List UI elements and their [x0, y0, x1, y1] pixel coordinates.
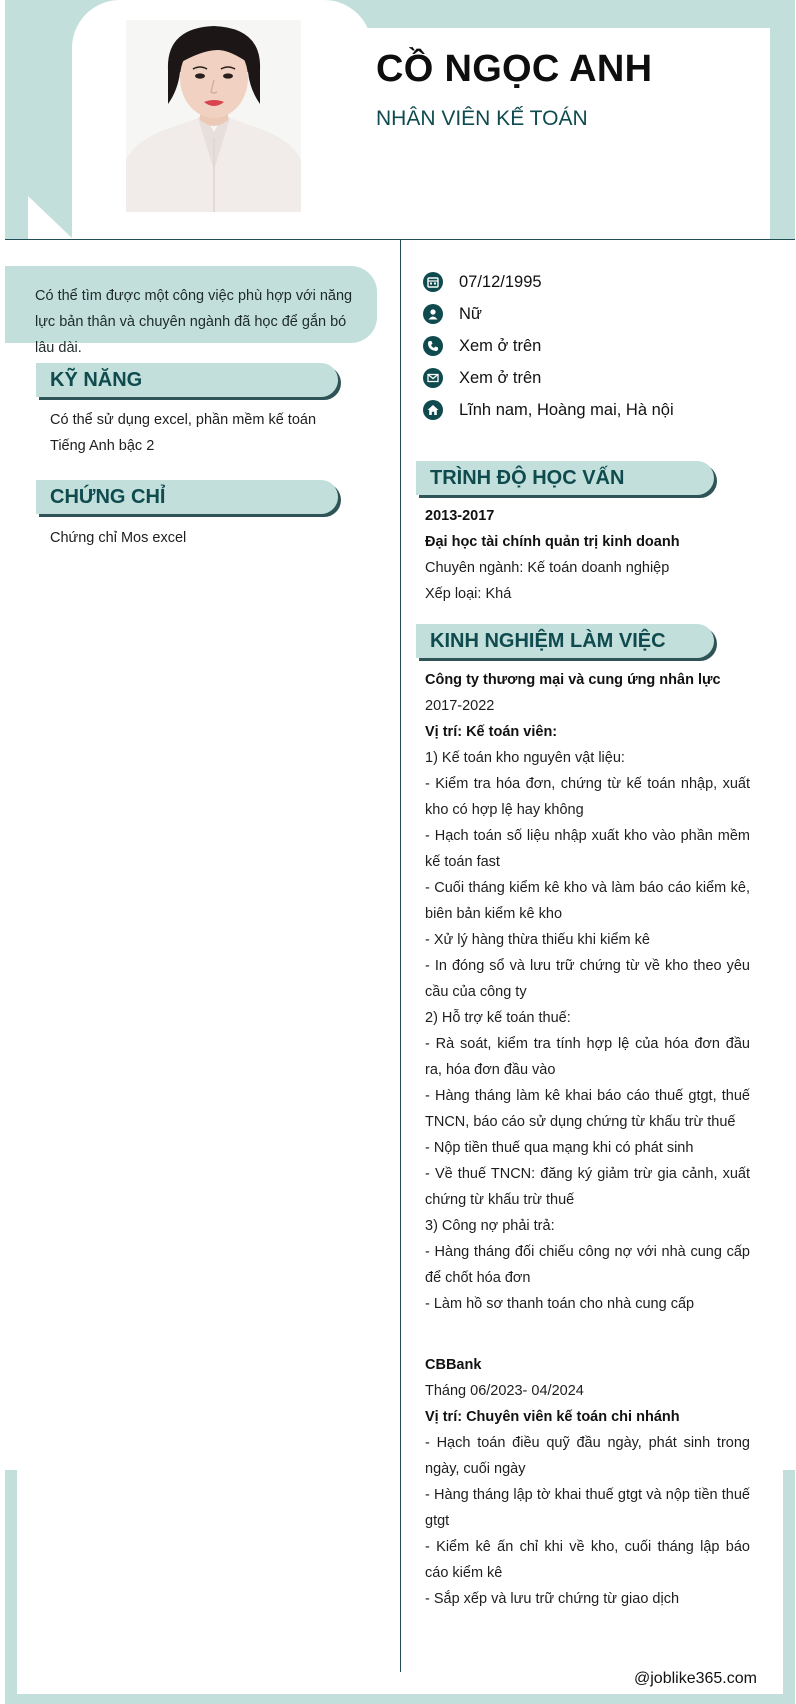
education-grade: Xếp loại: Khá	[425, 586, 512, 602]
contact-gender	[423, 298, 674, 330]
contact-address	[423, 394, 674, 426]
job-duty: - Hạch toán điều quỹ đầu ngày, phát sinh trong ngày, cuối ngày	[425, 1435, 750, 1477]
contact-gender-text: Nữ	[459, 304, 482, 323]
column-divider	[400, 240, 401, 1672]
job-duty: - Hàng tháng lập tờ khai thuế gtgt và nộp tiền thuế gtgt	[425, 1487, 750, 1529]
contact-phone-text: Xem ở trên	[459, 336, 542, 355]
decor-bottom-strip	[5, 1694, 795, 1704]
profile-name: CỒ NGỌC ANH	[376, 48, 653, 90]
job-duty: - Hàng tháng làm kê khai báo cáo thuế gtgt, thuế TNCN, báo cáo sử dụng chứng từ khấu trừ thuế	[425, 1088, 750, 1130]
job-duty: - Sắp xếp và lưu trữ chứng từ giao dịch	[425, 1591, 680, 1607]
education-period: 2013-2017	[425, 508, 495, 524]
job-duty: - Rà soát, kiểm tra tính hợp lệ của hóa đơn đầu ra, hóa đơn đầu vào	[425, 1036, 750, 1078]
job-period: Tháng 06/2023- 04/2024	[425, 1383, 584, 1399]
job-duty: - Cuối tháng kiểm kê kho và làm báo cáo kiểm kê, biên bản kiểm kê kho	[425, 880, 750, 922]
experience-job	[425, 667, 750, 1317]
job-duty: - Kiểm kê ấn chỉ khi về kho, cuối tháng lập báo cáo kiểm kê	[425, 1539, 750, 1581]
education-school: Đại học tài chính quản trị kinh doanh	[425, 534, 680, 550]
phone-icon	[423, 336, 443, 356]
job-duty: - Về thuế TNCN: đăng ký giảm trừ gia cảnh, xuất chứng từ khấu trừ thuế	[425, 1166, 750, 1208]
watermark: @joblike365.com	[634, 1670, 757, 1687]
job-duty: 2) Hỗ trợ kế toán thuế:	[425, 1010, 571, 1026]
experience-job	[425, 1352, 750, 1612]
contact-dob	[423, 266, 674, 298]
profile-title: NHÂN VIÊN KẾ TOÁN	[376, 107, 588, 130]
job-duty: - Nộp tiền thuế qua mạng khi có phát sinh	[425, 1140, 694, 1156]
skills-heading: KỸ NĂNG	[36, 363, 338, 397]
certificates-heading: CHỨNG CHỈ	[36, 480, 338, 514]
job-duty: - Hạch toán số liệu nhập xuất kho vào phần mềm kế toán fast	[425, 828, 750, 870]
job-duty: 3) Công nợ phải trả:	[425, 1218, 555, 1234]
contact-email-text: Xem ở trên	[459, 368, 542, 387]
career-objective: Có thể tìm được một công việc phù hợp với năng lực bản thân và chuyên ngành đã học để gắn bó lâu dài.	[5, 266, 377, 343]
person-icon	[423, 304, 443, 324]
job-position: Vị trí: Kế toán viên:	[425, 724, 558, 740]
job-company: Công ty thương mại và cung ứng nhân lực	[425, 672, 721, 688]
job-period: 2017-2022	[425, 698, 495, 714]
job-duty: - Hàng tháng đối chiếu công nợ với nhà cung cấp để chốt hóa đơn	[425, 1244, 750, 1286]
job-duty: - Làm hồ sơ thanh toán cho nhà cung cấp	[425, 1296, 695, 1312]
calendar-icon	[423, 272, 443, 292]
skill-item: Tiếng Anh bậc 2	[50, 438, 155, 454]
contact-dob-text: 07/12/1995	[459, 272, 542, 291]
decor-bottom-right	[783, 1470, 795, 1704]
education-heading: TRÌNH ĐỘ HỌC VẤN	[416, 461, 714, 495]
contact-address-text: Lĩnh nam, Hoàng mai, Hà nội	[459, 400, 674, 419]
certificate-item: Chứng chỉ Mos excel	[50, 530, 187, 546]
experience-heading: KINH NGHIỆM LÀM VIỆC	[416, 624, 714, 658]
contact-phone	[423, 330, 674, 362]
mail-icon	[423, 368, 443, 388]
job-position: Vị trí: Chuyên viên kế toán chi nhánh	[425, 1409, 680, 1425]
job-duty: - Xử lý hàng thừa thiếu khi kiểm kê	[425, 932, 650, 948]
job-duty: - In đóng sổ và lưu trữ chứng từ về kho theo yêu cầu của công ty	[425, 958, 750, 1000]
home-icon	[423, 400, 443, 420]
decor-corner	[28, 196, 74, 240]
contact-list	[423, 266, 674, 426]
job-duty: - Kiểm tra hóa đơn, chứng từ kế toán nhập, xuất kho có hợp lệ hay không	[425, 776, 750, 818]
skill-item: Có thể sử dụng excel, phần mềm kế toán	[50, 412, 317, 428]
education-major: Chuyên ngành: Kế toán doanh nghiệp	[425, 560, 670, 576]
contact-email	[423, 362, 674, 394]
job-company: CBBank	[425, 1357, 482, 1373]
decor-bottom-left	[5, 1470, 17, 1704]
profile-photo	[126, 20, 301, 212]
education-block	[425, 503, 750, 607]
job-duty: 1) Kế toán kho nguyên vật liệu:	[425, 750, 625, 766]
